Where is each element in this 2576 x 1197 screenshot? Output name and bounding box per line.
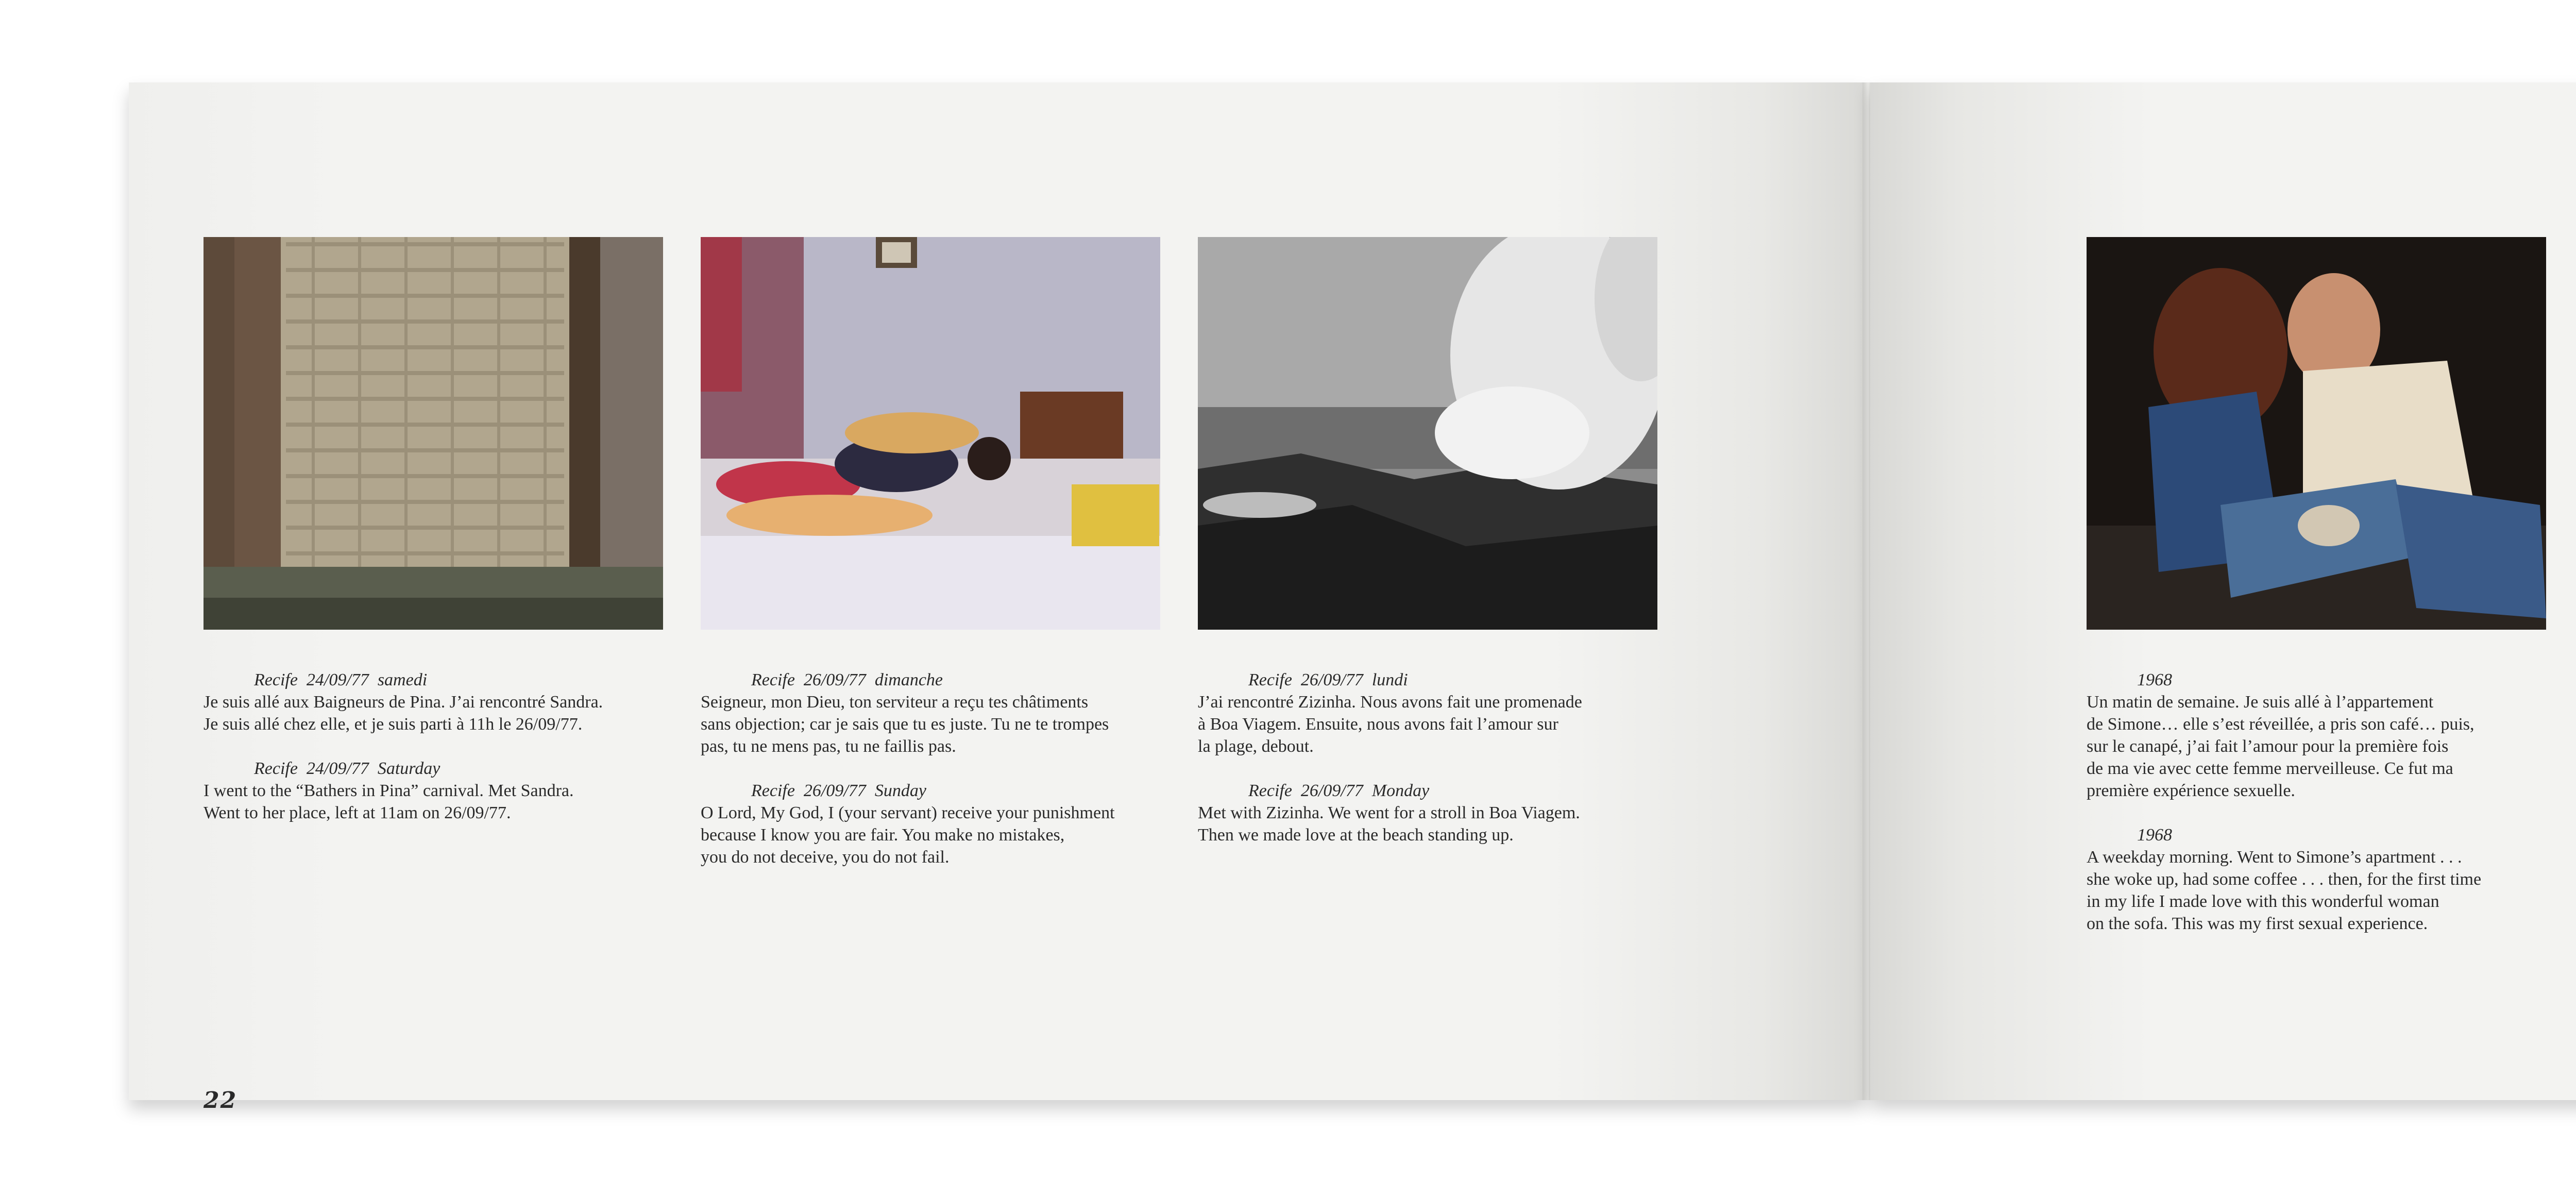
caption-entry-en	[204, 757, 663, 824]
caption-text: O Lord, My God, I (your servant) receive your punishment because I know you are fair. You make no mistakes, you do not deceive, you do not fail.	[701, 803, 1115, 867]
caption-entry-fr	[204, 669, 663, 735]
kissing-couple-photo	[2087, 237, 2546, 630]
caption-entry-en	[1198, 780, 1657, 846]
caption-text: A weekday morning. Went to Simone’s apartment . . . she woke up, had some coffee . . . then, for the first time in my life I made love with this wonderful woman on the sofa. This was my first sexual experience.	[2087, 848, 2482, 933]
caption-entry-en	[2087, 824, 2546, 935]
caption-heading: Recife 26/09/77 lundi	[1248, 670, 1408, 689]
caption-heading: Recife 24/09/77 Saturday	[254, 759, 440, 778]
caption-column-2	[701, 669, 1160, 890]
caption-heading: Recife 26/09/77 Monday	[1248, 781, 1430, 800]
caption-text: J’ai rencontré Zizinha. Nous avons fait une promenade à Boa Viagem. Ensuite, nous avons fait l’amour sur la plage, debout.	[1198, 693, 1582, 756]
caption-text: Je suis allé aux Baigneurs de Pina. J’ai rencontré Sandra. Je suis allé chez elle, et je suis parti à 11h le 26/09/77.	[204, 693, 603, 734]
bedroom-photo	[701, 237, 1160, 630]
caption-column-1	[204, 669, 663, 846]
page-number-left: 22	[204, 1087, 238, 1114]
caption-column-3	[1198, 669, 1657, 868]
caption-entry-fr	[701, 669, 1160, 757]
caption-text: I went to the “Bathers in Pina” carnival. Met Sandra. Went to her place, left at 11am on 26/09/77.	[204, 781, 574, 822]
caption-column-4	[2087, 669, 2546, 957]
left-page	[129, 82, 1865, 1114]
caption-text: Seigneur, mon Dieu, ton serviteur a reçu tes châtiments sans objection; car je sais que tu es juste. Tu ne te trompes pas, tu ne mens pas, tu ne faillis pas.	[701, 693, 1109, 756]
caption-text: Un matin de semaine. Je suis allé à l’appartement de Simone… elle s’est réveillée, a pris son café… puis, sur le canapé, j’ai fait l’amour pour la première fois de ma vie avec cette femme merveilleuse. Ce fut ma première expérience sexuelle.	[2087, 693, 2475, 800]
right-page	[1870, 82, 2576, 1100]
caption-heading: Recife 26/09/77 Sunday	[751, 781, 926, 800]
caption-entry-fr	[1198, 669, 1657, 757]
caption-heading: 1968	[2137, 670, 2172, 689]
caption-entry-fr	[2087, 669, 2546, 802]
caption-heading: Recife 26/09/77 dimanche	[751, 670, 943, 689]
apartment-tower-photo	[204, 237, 663, 630]
caption-heading: Recife 24/09/77 samedi	[254, 670, 428, 689]
caption-entry-en	[701, 780, 1160, 868]
caption-text: Met with Zizinha. We went for a stroll in Boa Viagem. Then we made love at the beach standing up.	[1198, 803, 1580, 845]
ocean-wave-photo	[1198, 237, 1657, 630]
caption-heading: 1968	[2137, 825, 2172, 845]
